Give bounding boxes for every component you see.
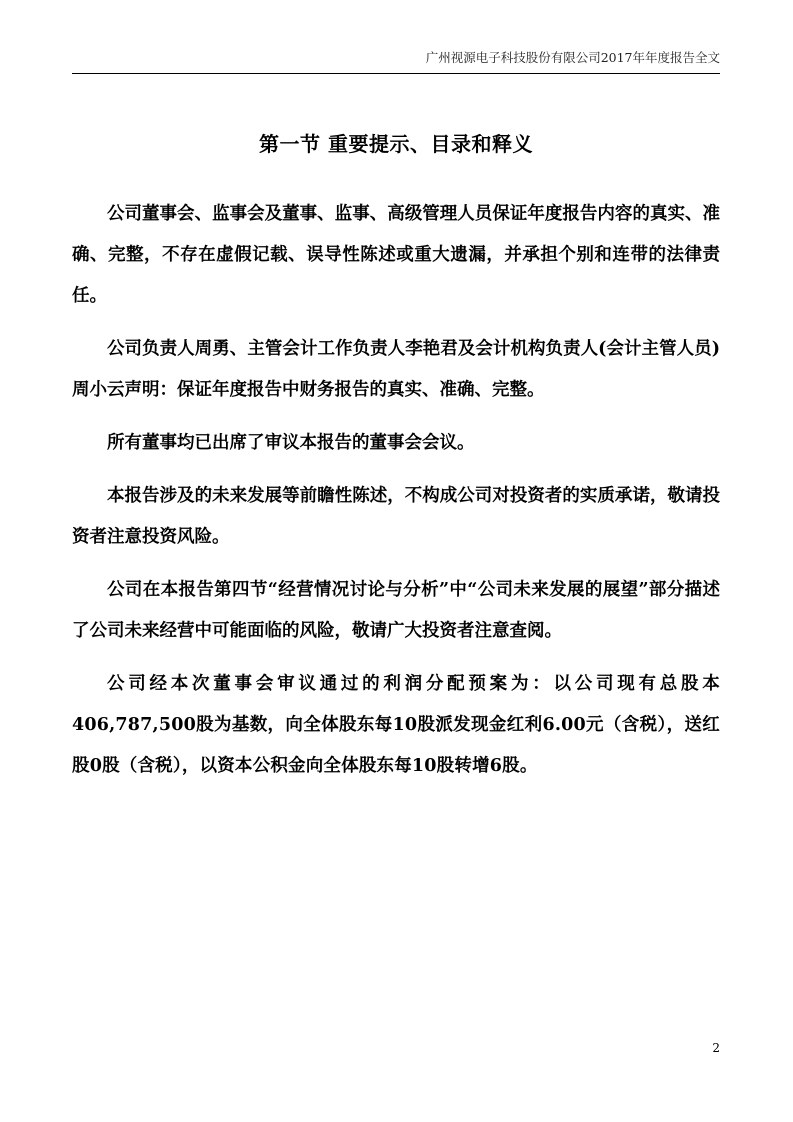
page-header: 广州视源电子科技股份有限公司2017年年度报告全文 — [72, 50, 720, 74]
page-number: 2 — [712, 1041, 720, 1055]
paragraph-profit-distribution: 公司经本次董事会审议通过的利润分配预案为：以公司现有总股本406,787,500股为基数，向全体股东每10股派发现金红利6.00元（含税），送红股0股（含税），以资本公积金向全体股东每10股转增6股。 — [72, 674, 720, 776]
body-content — [72, 194, 720, 799]
paragraph-risk-notice: 公司在本报告第四节“经营情况讨论与分析”中“公司未来发展的展望”部分描述了公司未来经营中可能面临的风险，敬请广大投资者注意查阅。 — [72, 580, 720, 641]
paragraph-responsible-persons: 公司负责人周勇、主管会计工作负责人李艳君及会计机构负责人(会计主管人员)周小云声明：保证年度报告中财务报告的真实、准确、完整。 — [72, 339, 720, 400]
paragraph-directors-attendance: 所有董事均已出席了审议本报告的董事会会议。 — [107, 433, 475, 453]
paragraph-forward-looking: 本报告涉及的未来发展等前瞻性陈述，不构成公司对投资者的实质承诺，敬请投资者注意投资风险。 — [72, 486, 720, 547]
section-title: 第一节 重要提示、目录和释义 — [259, 132, 533, 156]
paragraph-board-guarantee: 公司董事会、监事会及董事、监事、高级管理人员保证年度报告内容的真实、准确、完整，不存在虚假记载、误导性陈述或重大遗漏，并承担个别和连带的法律责任。 — [72, 204, 720, 306]
